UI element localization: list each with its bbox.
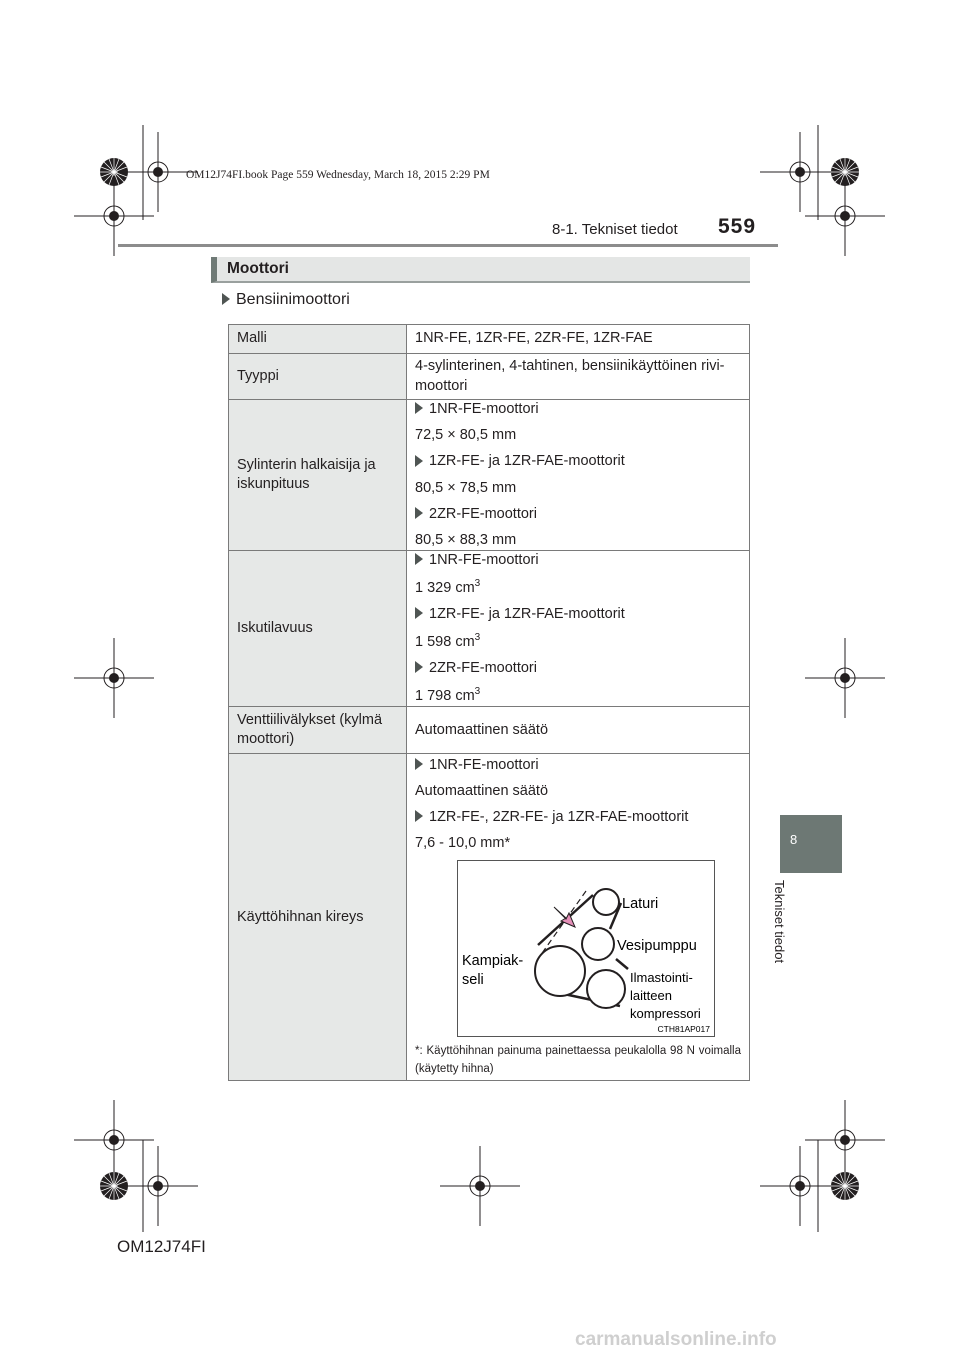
variant-value: 7,6 - 10,0 mm* — [415, 835, 511, 852]
section-title: 8-1. Tekniset tiedot — [552, 221, 678, 238]
crankshaft-pulley — [535, 946, 585, 996]
header-rule — [118, 244, 778, 247]
variant-value: Automaattinen säätö — [415, 782, 549, 799]
row-label: Malli — [229, 325, 407, 354]
chapter-number: 8 — [790, 832, 798, 847]
diagram-code: CTH81AP017 — [657, 1024, 710, 1035]
label-ac-3: kompressori — [630, 1006, 701, 1022]
triangle-bullet-icon — [415, 553, 423, 565]
subheading — [222, 291, 350, 309]
variant-value: 80,5 × 88,3 mm — [415, 531, 517, 548]
spec-table — [228, 324, 750, 1081]
triangle-bullet-icon — [415, 402, 423, 414]
variant-value: 72,5 × 80,5 mm — [415, 427, 517, 444]
triangle-bullet-icon — [415, 607, 423, 619]
triangle-bullet-icon — [222, 293, 230, 305]
table-row — [229, 400, 750, 551]
row-value: 1NR-FE, 1ZR-FE, 2ZR-FE, 1ZR-FAE — [407, 325, 750, 354]
label-crankshaft-2: seli — [462, 972, 484, 989]
variant-heading: 1ZR-FE- ja 1ZR-FAE-moottorit — [415, 605, 741, 624]
footnote: *: Käyttöhihnan painuma painettaessa peukalolla 98 N voimalla (käytetty hihna) — [415, 1045, 741, 1075]
variant-heading: 1NR-FE-moottori — [415, 551, 741, 570]
footer-code: OM12J74FI — [117, 1237, 206, 1256]
triangle-bullet-icon — [415, 455, 423, 467]
label-ac-1: Ilmastointi- — [630, 970, 693, 986]
table-row — [229, 551, 750, 707]
variant-heading: 1NR-FE-moottori — [415, 400, 741, 419]
variant-heading: 2ZR-FE-moottori — [415, 505, 741, 524]
row-label: Venttiilivälykset (kylmä moottori) — [229, 707, 407, 754]
row-value — [407, 400, 750, 551]
label-ac-2: laitteen — [630, 988, 672, 1004]
variant-heading: 1ZR-FE- ja 1ZR-FAE-moottorit — [415, 452, 741, 471]
section-banner — [211, 257, 750, 283]
table-row — [229, 354, 750, 400]
row-value — [407, 551, 750, 707]
variant-value: 1 329 $cm^3$ — [415, 578, 481, 596]
row-label: Sylinterin halkaisija ja iskunpituus — [229, 400, 407, 551]
row-label: Tyyppi — [229, 354, 407, 400]
variant-value: 1 598 $cm^3$ — [415, 632, 481, 651]
subheading-text: Bensiinimoottori — [236, 291, 350, 308]
chapter-side-label — [770, 880, 810, 980]
belt-diagram — [457, 860, 715, 1037]
belt-diagram-drawing — [458, 861, 714, 1036]
row-label: Iskutilavuus — [229, 551, 407, 707]
table-row — [229, 754, 750, 1081]
variant-value: 1 798 $cm^3$ — [415, 686, 481, 705]
row-value: Automaattinen säätö — [407, 707, 750, 754]
book-info-line: OM12J74FI.book Page 559 Wednesday, March 18, 2015 2:29 PM — [186, 169, 490, 181]
row-label: Käyttöhihnan kireys — [229, 754, 407, 1081]
triangle-bullet-icon — [415, 810, 423, 822]
variant-heading: 2ZR-FE-moottori — [415, 659, 741, 678]
table-row — [229, 325, 750, 354]
page-number: 559 — [718, 215, 757, 238]
water-pump-pulley — [582, 928, 614, 960]
variant-heading: 1NR-FE-moottori — [415, 756, 741, 775]
variant-value: 80,5 × 78,5 mm — [415, 479, 517, 496]
chapter-tab — [780, 815, 842, 873]
triangle-bullet-icon — [415, 507, 423, 519]
ac-compressor-pulley — [587, 970, 625, 1008]
label-alternator: Laturi — [622, 896, 659, 913]
triangle-bullet-icon — [415, 661, 423, 673]
label-crankshaft-1: Kampiak- — [462, 953, 524, 970]
alternator-pulley — [593, 889, 619, 915]
table-row — [229, 707, 750, 754]
triangle-bullet-icon — [415, 758, 423, 770]
watermark: carmanualsonline.info — [575, 1329, 777, 1350]
row-value: 4-sylinterinen, 4-tahtinen, bensiinikäyttöinen rivi-moottori — [407, 354, 750, 400]
variant-heading: 1ZR-FE-, 2ZR-FE- ja 1ZR-FAE-moottorit — [415, 808, 741, 827]
row-value — [407, 754, 750, 1081]
label-water-pump: Vesipumppu — [617, 938, 697, 955]
banner-title: Moottori — [227, 260, 289, 277]
chapter-side-text: Tekniset tiedot — [772, 880, 787, 964]
